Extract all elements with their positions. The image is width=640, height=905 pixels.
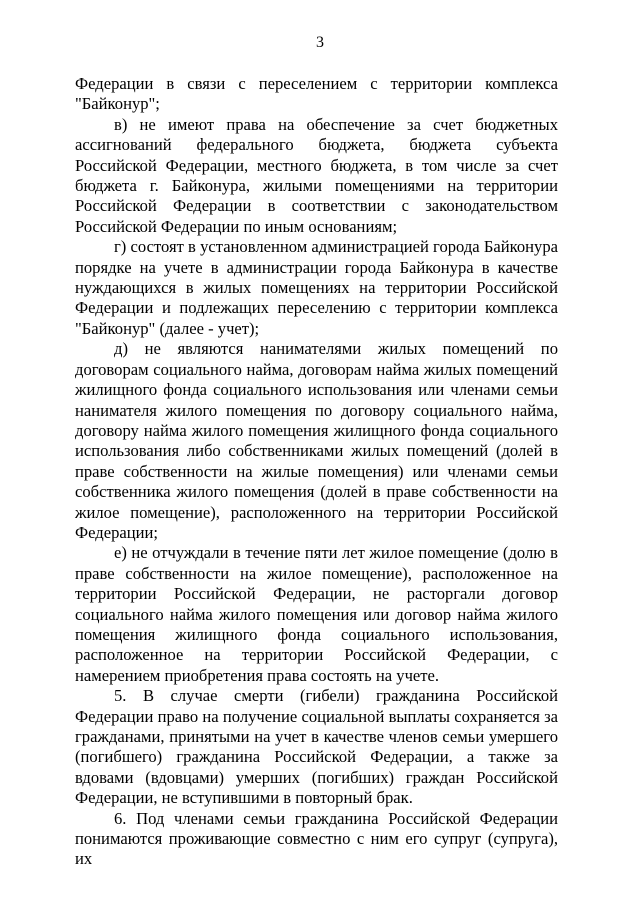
paragraph-clause-6: 6. Под членами семьи гражданина Российской Федерации понимаются проживающие совместно с ним его супруг (супруга), их bbox=[75, 808, 558, 869]
paragraph-clause-5: 5. В случае смерти (гибели) гражданина Российской Федерации право на получение социальной выплаты сохраняется за гражданами, принятыми на учет в качестве членов семьи умершего (погибшего) гражданина Российской Федерации, а также за вдовами (вдовцами) умерших (погибших) граждан Российской Федерации, не вступившими в повторный брак. bbox=[75, 686, 558, 808]
paragraph-item-e: е) не отчуждали в течение пяти лет жилое помещение (долю в праве собственности на жилое помещение), расположенное на территории Российской Федерации, не расторгали договор социального найма жилого помещения или договор найма жилого помещения жилищного фонда социального использования, расположенное на территории Российской Федерации, с намерением приобретения права состоять на учете. bbox=[75, 543, 558, 685]
paragraph-item-d: д) не являются нанимателями жилых помещений по договорам социального найма, договорам найма жилых помещений жилищного фонда социального использования или членами семьи нанимателя жилого помещения по договору социального найма, договору найма жилого помещения жилищного фонда социального использования либо собственниками жилых помещений (долей в праве собственности на жилые помещения) или членами семьи собственника жилого помещения (долей в праве собственности на жилое помещение), расположенного на территории Российской Федерации; bbox=[75, 339, 558, 542]
document-body bbox=[75, 74, 558, 870]
paragraph-item-v: в) не имеют права на обеспечение за счет бюджетных ассигнований федерального бюджета, бюджета субъекта Российской Федерации, местного бюджета, в том числе за счет бюджета г. Байконура, жилыми помещениями на территории Российской Федерации в соответствии с законодательством Российской Федерации по иным основаниям; bbox=[75, 114, 558, 236]
paragraph-item-g: г) состоят в установленном администрацией города Байконура порядке на учете в администрации города Байконура в качестве нуждающихся в жилых помещениях на территории Российской Федерации и подлежащих переселению с территории комплекса "Байконур" (далее - учет); bbox=[75, 237, 558, 338]
page-number: 3 bbox=[316, 34, 324, 51]
paragraph-continuation: Федерации в связи с переселением с территории комплекса "Байконур"; bbox=[75, 74, 558, 114]
